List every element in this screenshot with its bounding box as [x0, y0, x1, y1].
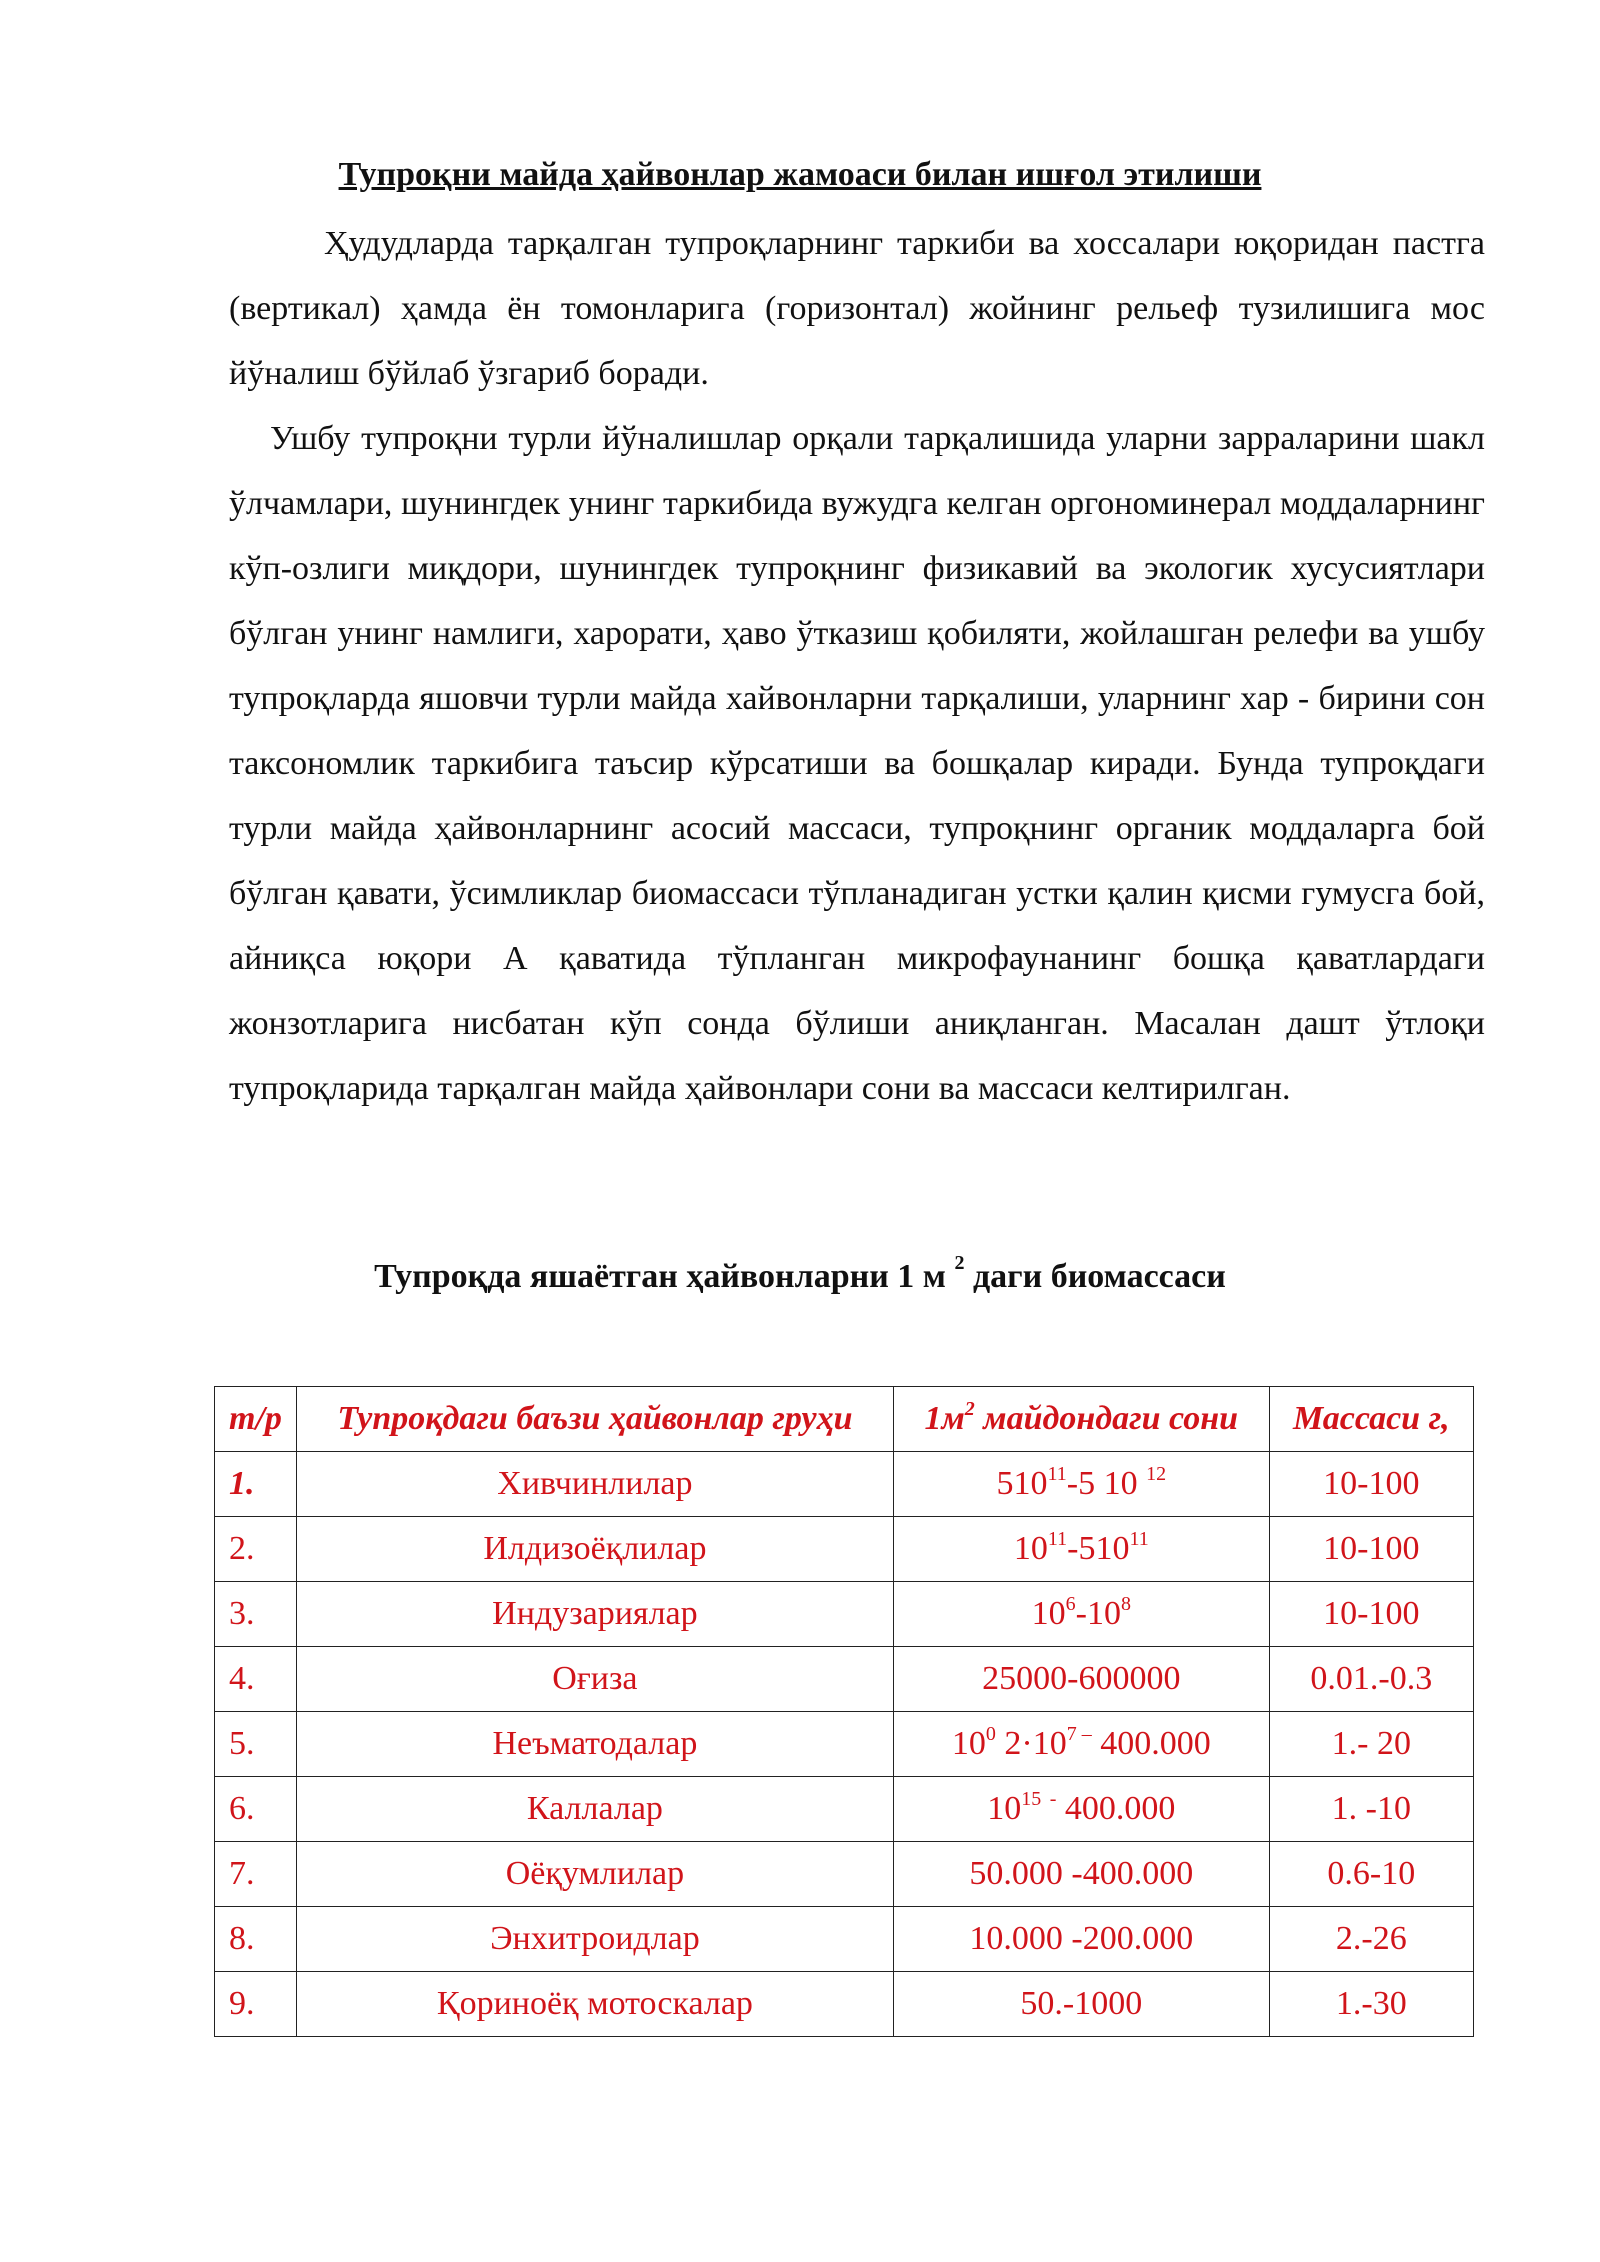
count-per-m2 [893, 1712, 1269, 1777]
row-number: 8. [215, 1907, 297, 1972]
count-exponent: - [1049, 1788, 1057, 1810]
table-row [215, 1517, 1474, 1582]
count-text: 510 [996, 1465, 1048, 1502]
row-number: 3. [215, 1582, 297, 1647]
document-title: Тупроқни майда ҳайвонлар жамоаси билан ишғол этилиши [338, 156, 1262, 193]
count-text: 2·10 [995, 1725, 1067, 1762]
animal-group-name: Каллалар [296, 1777, 893, 1842]
table-row [215, 1907, 1474, 1972]
count-per-m2 [893, 1972, 1269, 2037]
header-group: Тупроқдаги баъзи ҳайвонлар груҳи [296, 1387, 893, 1452]
count-exponent: 11 [1047, 1463, 1067, 1485]
count-text: 10 [1013, 1530, 1048, 1567]
count-exponent: 6 [1065, 1593, 1076, 1615]
mass-grams: 1.- 20 [1269, 1712, 1473, 1777]
count-text: 10 [1031, 1595, 1066, 1632]
row-number: 7. [215, 1842, 297, 1907]
count-per-m2 [893, 1647, 1269, 1712]
table-row [215, 1842, 1474, 1907]
count-text: 10.000 -200.000 [969, 1920, 1194, 1957]
count-per-m2 [893, 1777, 1269, 1842]
animal-group-name: Хивчинлилар [296, 1452, 893, 1517]
count-text: 400.000 [1056, 1790, 1176, 1827]
paragraph: Ушбу тупроқни турли йўналишлар орқали тарқалишида уларни зарраларини шакл ўлчамлари, шунингдек унинг таркибида вужудга келган оргономинерал моддаларнинг кўп-озлиги миқдори, шунингдек тупроқнинг физикавий ва экологик хусусиятлари бўлган унинг намлиги, харорати, ҳаво ўтказиш қобиляти, жойлашган релефи ва ушбу тупроқларда яшовчи турли майда хайвонларни тарқалиши, уларнинг хар - бирини сон таксономлик таркибига таъсир кўрсатиши ва бошқалар киради. Бунда тупроқдаги турли майда ҳайвонларнинг асосий массаси, тупроқнинг органик моддаларга бой бўлган қавати, ўсимликлар биомассаси тўпланадиган устки қалин қисми гумусга бой, айниқса юқори А қаватида тўпланган микрофаунанинг бошқа қаватлардаги жонзотларига нисбатан кўп сонда бўлиши аниқланган. Масалан дашт ўтлоқи тупроқларида тарқалган майда ҳайвонлари сони ва массаси келтирилган. [229, 420, 1485, 1107]
count-text: -510 [1067, 1530, 1130, 1567]
row-number: 9. [215, 1972, 297, 2037]
header-count-superscript: 2 [964, 1398, 975, 1420]
header-mass: Массаси г, [1269, 1387, 1473, 1452]
paragraph: Ҳудудларда тарқалган тупроқларнинг таркиби ва хоссалари юқоридан пастга (вертикал) ҳамда ён томонларига (горизонтал) жойнинг рельеф тузилишига мос йўналиш бўйлаб ўзгариб боради. [229, 225, 1485, 392]
mass-grams: 10-100 [1269, 1582, 1473, 1647]
count-per-m2 [893, 1582, 1269, 1647]
biomass-table [214, 1386, 1474, 2037]
animal-group-name: Неъматодалар [296, 1712, 893, 1777]
count-text: 50.000 -400.000 [969, 1855, 1194, 1892]
header-count-text: 1м [924, 1400, 965, 1437]
table-row [215, 1452, 1474, 1517]
body-text [229, 211, 1485, 1121]
count-per-m2 [893, 1452, 1269, 1517]
count-exponent: 11 [1047, 1528, 1068, 1550]
mass-grams: 0.01.-0.3 [1269, 1647, 1473, 1712]
mass-grams: 10-100 [1269, 1452, 1473, 1517]
mass-grams: 10-100 [1269, 1517, 1473, 1582]
count-per-m2 [893, 1842, 1269, 1907]
count-exponent: 7 – [1066, 1723, 1092, 1745]
row-number: 2. [215, 1517, 297, 1582]
row-number: 6. [215, 1777, 297, 1842]
table-row [215, 1777, 1474, 1842]
table-row [215, 1712, 1474, 1777]
table-title-text-end: даги биомассаси [964, 1258, 1226, 1295]
count-exponent: 15 [1021, 1788, 1042, 1810]
count-exponent: 0 [985, 1723, 996, 1745]
count-text: 50.-1000 [1020, 1985, 1143, 2022]
table-row [215, 1582, 1474, 1647]
animal-group-name: Энхитроидлар [296, 1907, 893, 1972]
mass-grams: 1. -10 [1269, 1777, 1473, 1842]
animal-group-name: Қориноёқ мотоскалар [296, 1972, 893, 2037]
count-per-m2 [893, 1517, 1269, 1582]
animal-group-name: Оёқумлилар [296, 1842, 893, 1907]
count-per-m2 [893, 1907, 1269, 1972]
count-text: 10 [987, 1790, 1022, 1827]
mass-grams: 0.6-10 [1269, 1842, 1473, 1907]
row-number: 4. [215, 1647, 297, 1712]
table-row [215, 1972, 1474, 2037]
animal-group-name: Оғиза [296, 1647, 893, 1712]
mass-grams: 2.-26 [1269, 1907, 1473, 1972]
row-number: 5. [215, 1712, 297, 1777]
count-text: 400.000 [1091, 1725, 1211, 1762]
table-body [215, 1452, 1474, 2037]
count-exponent: 8 [1120, 1593, 1131, 1615]
table-title [0, 1252, 1600, 1299]
header-count-text-end: майдондаги сони [974, 1400, 1239, 1437]
count-text: -5 10 [1066, 1465, 1147, 1502]
count-exponent: 11 [1129, 1528, 1149, 1550]
mass-grams: 1.-30 [1269, 1972, 1473, 2037]
header-count [893, 1387, 1269, 1452]
table-title-superscript: 2 [954, 1252, 965, 1274]
count-text [1041, 1790, 1050, 1827]
table-title-text: Тупроқда яшаётган ҳайвонларни 1 м [374, 1258, 955, 1295]
header-num: т/р [215, 1387, 297, 1452]
table-header-row [215, 1387, 1474, 1452]
count-text: 10 [951, 1725, 986, 1762]
table-row [215, 1647, 1474, 1712]
animal-group-name: Индузариялар [296, 1582, 893, 1647]
row-number: 1. [215, 1452, 297, 1517]
count-text: 25000-600000 [982, 1660, 1181, 1697]
count-text: -10 [1075, 1595, 1121, 1632]
count-exponent: 12 [1146, 1463, 1167, 1485]
animal-group-name: Илдизоёқлилар [296, 1517, 893, 1582]
